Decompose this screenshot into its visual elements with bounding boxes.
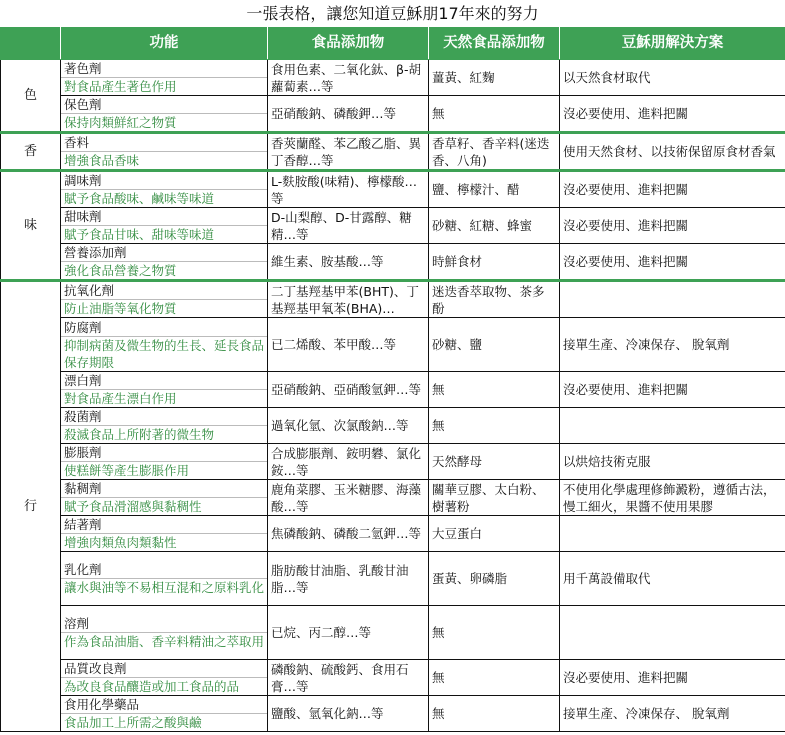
solution-cell: 沒必要使用、進料把關 bbox=[560, 96, 785, 133]
additive-cell: 鹿角菜膠、玉米糖膠、海藻酸…等 bbox=[268, 480, 429, 516]
natural-cell: 無 bbox=[429, 660, 560, 696]
solution-cell: 沒必要使用、進料把關 bbox=[560, 244, 785, 281]
category-cell: 香 bbox=[1, 133, 61, 171]
function-description: 賦予食品酸味、鹹味等味道 bbox=[64, 191, 215, 206]
natural-cell: 大豆蛋白 bbox=[429, 516, 560, 552]
table-row bbox=[1, 480, 785, 516]
additive-cell: 合成膨脹劑、銨明礬、氯化銨…等 bbox=[268, 444, 429, 480]
natural-cell: 無 bbox=[429, 696, 560, 732]
function-cell bbox=[61, 96, 268, 133]
solution-cell bbox=[560, 516, 785, 552]
function-description: 強化食品營養之物質 bbox=[64, 263, 177, 278]
category-cell: 味 bbox=[1, 171, 61, 281]
table-row bbox=[1, 281, 785, 318]
additive-cell: 已二烯酸、苯甲酸…等 bbox=[268, 318, 429, 372]
header-solution: 豆穌朋解決方案 bbox=[560, 28, 785, 60]
natural-cell: 無 bbox=[429, 372, 560, 408]
table-row bbox=[1, 516, 785, 552]
category-cell: 色 bbox=[1, 60, 61, 133]
header-blank bbox=[1, 28, 61, 60]
function-name: 著色劑 bbox=[61, 60, 267, 78]
function-cell bbox=[61, 208, 268, 244]
function-name: 甜味劑 bbox=[61, 208, 267, 226]
additive-cell: 過氧化氫、次氯酸鈉…等 bbox=[268, 408, 429, 444]
function-description: 保持肉類鮮紅之物質 bbox=[64, 115, 177, 130]
solution-cell: 以天然食材取代 bbox=[560, 60, 785, 96]
function-description: 殺滅食品上所附著的微生物 bbox=[64, 427, 215, 442]
function-cell bbox=[61, 281, 268, 318]
natural-cell: 無 bbox=[429, 606, 560, 660]
table-row bbox=[1, 133, 785, 171]
function-cell bbox=[61, 516, 268, 552]
function-description: 抑制病菌及微生物的生長、延長食品保存期限 bbox=[64, 337, 265, 370]
natural-cell: 鹽、檸檬汁、醋 bbox=[429, 171, 560, 208]
solution-cell: 用千萬設備取代 bbox=[560, 552, 785, 606]
additive-cell: 食用色素、二氧化鈦、β-胡蘿蔔素…等 bbox=[268, 60, 429, 96]
table-row bbox=[1, 372, 785, 408]
solution-cell bbox=[560, 408, 785, 444]
header-natural: 天然食品添加物 bbox=[429, 28, 560, 60]
additive-cell: D-山梨醇、D-甘露醇、糖精…等 bbox=[268, 208, 429, 244]
function-cell bbox=[61, 444, 268, 480]
solution-cell: 接單生產、冷凍保存、 脫氧劑 bbox=[560, 318, 785, 372]
function-name: 溶劑 bbox=[61, 615, 267, 633]
function-description: 對食品產生漂白作用 bbox=[64, 391, 177, 406]
solution-cell: 不使用化學處理修飾澱粉，遵循古法，慢工細火，果醬不使用果膠 bbox=[560, 480, 785, 516]
header-function: 功能 bbox=[61, 28, 268, 60]
solution-cell: 使用天然食材、以技術保留原食材香氣 bbox=[560, 133, 785, 171]
function-cell bbox=[61, 552, 268, 606]
natural-cell: 無 bbox=[429, 96, 560, 133]
function-cell bbox=[61, 133, 268, 171]
function-cell bbox=[61, 696, 268, 732]
function-description: 為改良食品釀造或加工食品的品 bbox=[64, 679, 240, 694]
function-name: 黏稠劑 bbox=[61, 480, 267, 498]
additive-cell: 香莢蘭醛、苯乙酸乙脂、異丁香醇…等 bbox=[268, 133, 429, 171]
function-description: 食品加工上所需之酸與鹼 bbox=[64, 715, 202, 730]
table-row bbox=[1, 606, 785, 660]
food-additive-table bbox=[0, 27, 785, 732]
table-row bbox=[1, 208, 785, 244]
function-name: 香料 bbox=[61, 134, 267, 152]
table-title: 一張表格，讓您知道豆穌朋17年來的努力 bbox=[246, 4, 539, 23]
function-name: 保色劑 bbox=[61, 96, 267, 114]
function-cell bbox=[61, 318, 268, 372]
function-cell bbox=[61, 660, 268, 696]
additive-cell: 焦磷酸鈉、磷酸二氫鉀…等 bbox=[268, 516, 429, 552]
additive-cell: 脂肪酸甘油脂、乳酸甘油脂…等 bbox=[268, 552, 429, 606]
solution-cell: 沒必要使用、進料把關 bbox=[560, 208, 785, 244]
additive-cell: 亞硝酸鈉、磷酸鉀…等 bbox=[268, 96, 429, 133]
additive-cell: 鹽酸、氫氧化鈉…等 bbox=[268, 696, 429, 732]
function-name: 調味劑 bbox=[61, 172, 267, 190]
table-row bbox=[1, 408, 785, 444]
function-cell bbox=[61, 480, 268, 516]
table-row bbox=[1, 96, 785, 133]
natural-cell: 砂糖、鹽 bbox=[429, 318, 560, 372]
table-row bbox=[1, 171, 785, 208]
natural-cell: 無 bbox=[429, 408, 560, 444]
table-row bbox=[1, 660, 785, 696]
function-description: 增強肉類魚肉類黏性 bbox=[64, 535, 177, 550]
additive-cell: 亞硝酸鈉、亞硝酸氫鉀…等 bbox=[268, 372, 429, 408]
function-cell bbox=[61, 171, 268, 208]
function-description: 增強食品香味 bbox=[64, 153, 140, 168]
function-cell bbox=[61, 60, 268, 96]
table-row bbox=[1, 244, 785, 281]
function-name: 膨脹劑 bbox=[61, 444, 267, 462]
category-cell: 行 bbox=[1, 281, 61, 732]
solution-cell bbox=[560, 281, 785, 318]
additive-cell: 磷酸鈉、硫酸鈣、食用石膏…等 bbox=[268, 660, 429, 696]
solution-cell: 沒必要使用、進料把關 bbox=[560, 660, 785, 696]
solution-cell: 沒必要使用、進料把關 bbox=[560, 372, 785, 408]
table-row bbox=[1, 444, 785, 480]
function-name: 食用化學藥品 bbox=[61, 696, 267, 714]
natural-cell: 時鮮食材 bbox=[429, 244, 560, 281]
table-body bbox=[1, 60, 785, 732]
function-name: 殺菌劑 bbox=[61, 408, 267, 426]
function-name: 結著劑 bbox=[61, 516, 267, 534]
function-description: 賦予食品滑溜感與黏稠性 bbox=[64, 499, 202, 514]
natural-cell: 香草籽、香辛料(迷迭香、八角) bbox=[429, 133, 560, 171]
solution-cell bbox=[560, 606, 785, 660]
function-cell bbox=[61, 408, 268, 444]
additive-cell: L-麩胺酸(味精)、檸檬酸…等 bbox=[268, 171, 429, 208]
additive-cell: 已烷、丙二醇…等 bbox=[268, 606, 429, 660]
table-row bbox=[1, 318, 785, 372]
table-row bbox=[1, 60, 785, 96]
function-description: 讓水與油等不易相互混和之原料乳化 bbox=[64, 580, 265, 595]
function-name: 乳化劑 bbox=[61, 561, 267, 579]
function-description: 對食品產生著色作用 bbox=[64, 79, 177, 94]
function-name: 抗氧化劑 bbox=[61, 282, 267, 300]
table-row bbox=[1, 552, 785, 606]
function-cell bbox=[61, 244, 268, 281]
function-description: 使糕餅等產生膨脹作用 bbox=[64, 463, 190, 478]
solution-cell: 沒必要使用、進料把關 bbox=[560, 171, 785, 208]
function-name: 漂白劑 bbox=[61, 372, 267, 390]
natural-cell: 薑黃、紅麴 bbox=[429, 60, 560, 96]
solution-cell: 接單生產、冷凍保存、 脫氧劑 bbox=[560, 696, 785, 732]
natural-cell: 迷迭香萃取物、茶多酚 bbox=[429, 281, 560, 318]
function-cell bbox=[61, 606, 268, 660]
header-row bbox=[1, 28, 785, 60]
function-cell bbox=[61, 372, 268, 408]
function-description: 防止油脂等氧化物質 bbox=[64, 301, 177, 316]
additive-cell: 二丁基羥基甲苯(BHT)、丁基羥基甲氧苯(BHA)… bbox=[268, 281, 429, 318]
additive-cell: 維生素、胺基酸…等 bbox=[268, 244, 429, 281]
natural-cell: 蛋黃、卵磷脂 bbox=[429, 552, 560, 606]
table-row bbox=[1, 696, 785, 732]
function-description: 作為食品油脂、香辛料精油之萃取用 bbox=[64, 634, 265, 649]
natural-cell: 關華豆膠、太白粉、樹薯粉 bbox=[429, 480, 560, 516]
function-name: 品質改良劑 bbox=[61, 660, 267, 678]
natural-cell: 天然酵母 bbox=[429, 444, 560, 480]
natural-cell: 砂糖、紅糖、蜂蜜 bbox=[429, 208, 560, 244]
function-description: 賦予食品甘味、甜味等味道 bbox=[64, 227, 215, 242]
function-name: 防腐劑 bbox=[61, 319, 267, 337]
header-additive: 食品添加物 bbox=[268, 28, 429, 60]
solution-cell: 以烘焙技術克服 bbox=[560, 444, 785, 480]
function-name: 營養添加劑 bbox=[61, 244, 267, 262]
